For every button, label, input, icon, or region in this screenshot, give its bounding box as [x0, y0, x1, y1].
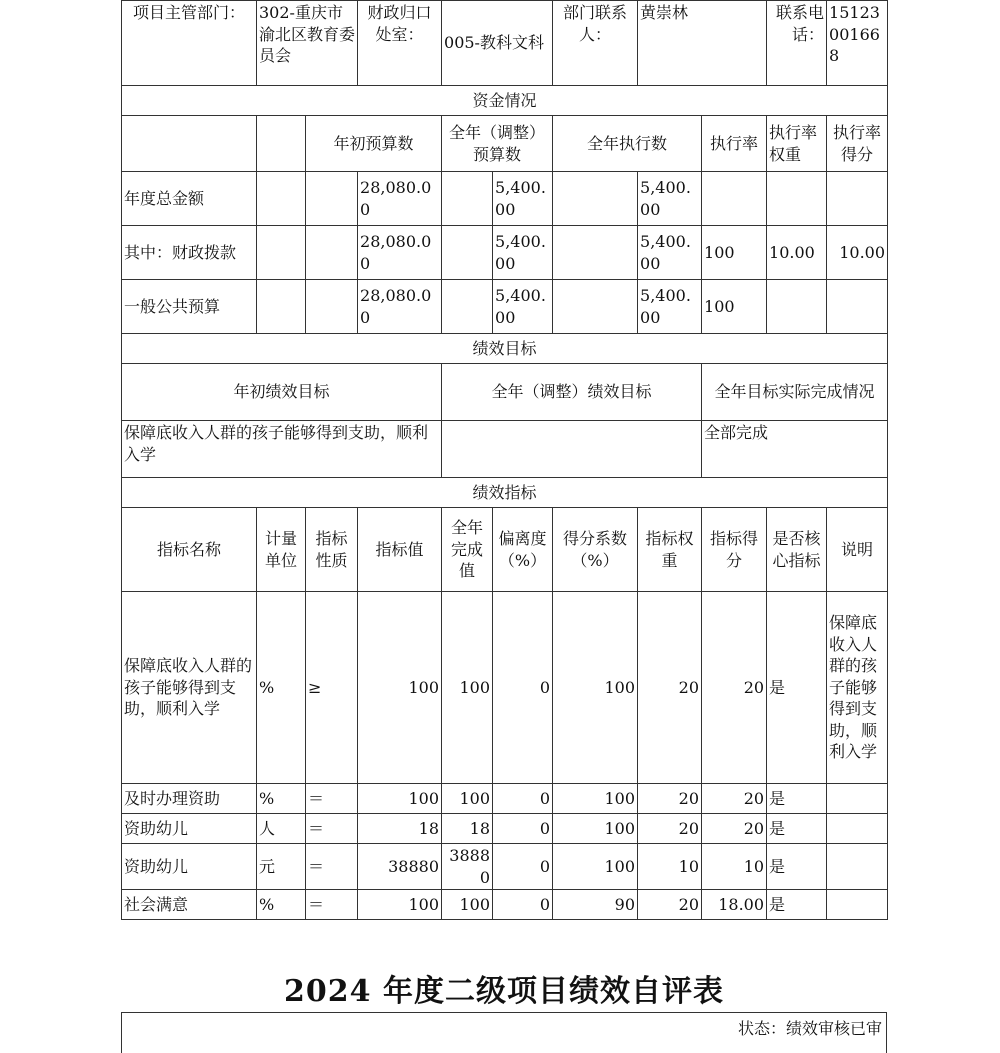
- col-coef: 得分系数（%）: [553, 508, 638, 592]
- indicator-core: 是: [767, 784, 827, 814]
- indicator-coef: 100: [553, 592, 638, 784]
- next-table-frame: [121, 1012, 887, 1053]
- col-note: 说明: [827, 508, 888, 592]
- indicator-weight: 20: [638, 592, 702, 784]
- goals-section-title: 绩效目标: [122, 334, 888, 364]
- table-row: [122, 844, 888, 890]
- empty-cell: [257, 172, 306, 226]
- col-completed: 全年完成值: [442, 508, 493, 592]
- indicator-core: 是: [767, 844, 827, 890]
- indicator-weight: 20: [638, 784, 702, 814]
- indicator-nature: ＝: [306, 844, 358, 890]
- indicator-weight: 10: [638, 844, 702, 890]
- indicator-target: 100: [358, 592, 442, 784]
- indicator-unit: %: [257, 784, 306, 814]
- score-value: [827, 172, 888, 226]
- indicator-completed: 38880: [442, 844, 493, 890]
- indicator-unit: 元: [257, 844, 306, 890]
- empty-cell: [306, 172, 358, 226]
- col-score: 执行率得分: [827, 116, 888, 172]
- exec-rate-value: [702, 172, 767, 226]
- indicator-core: 是: [767, 814, 827, 844]
- indicator-nature: ＝: [306, 784, 358, 814]
- indicator-target: 38880: [358, 844, 442, 890]
- indicator-coef: 90: [553, 890, 638, 920]
- score-value: 10.00: [827, 226, 888, 280]
- contact-value: 黄崇林: [638, 1, 767, 86]
- col-indicator-name: 指标名称: [122, 508, 257, 592]
- col-deviation: 偏离度（%）: [493, 508, 553, 592]
- indicator-name: 保障底收入人群的孩子能够得到支助，顺利入学: [122, 592, 257, 784]
- funds-row-label: 年度总金额: [122, 172, 257, 226]
- next-table-title: 2024 年度二级项目绩效自评表: [284, 974, 724, 1009]
- executed-value: 5,400.00: [638, 226, 702, 280]
- indicator-completed: 18: [442, 814, 493, 844]
- initial-budget-value: 28,080.00: [358, 172, 442, 226]
- indicator-unit: 人: [257, 814, 306, 844]
- indicators-section-title: 绩效指标: [122, 478, 888, 508]
- empty-cell: [257, 280, 306, 334]
- col-adjusted-budget: 全年（调整）预算数: [442, 116, 553, 172]
- indicator-deviation: 0: [493, 844, 553, 890]
- exec-rate-value: 100: [702, 280, 767, 334]
- indicator-deviation: 0: [493, 890, 553, 920]
- indicator-target: 100: [358, 890, 442, 920]
- indicator-completed: 100: [442, 890, 493, 920]
- indicator-score: 20: [702, 784, 767, 814]
- indicator-score: 20: [702, 592, 767, 784]
- funds-header-blank: [257, 116, 306, 172]
- col-weight: 指标权重: [638, 508, 702, 592]
- indicator-note: [827, 890, 888, 920]
- indicator-score: 18.00: [702, 890, 767, 920]
- indicator-target: 18: [358, 814, 442, 844]
- indicator-completed: 100: [442, 784, 493, 814]
- col-initial-budget: 年初预算数: [306, 116, 442, 172]
- col-initial-goal: 年初绩效目标: [122, 364, 442, 421]
- executed-value: 5,400.00: [638, 280, 702, 334]
- empty-cell: [553, 172, 638, 226]
- indicator-deviation: 0: [493, 784, 553, 814]
- indicator-weight: 20: [638, 814, 702, 844]
- indicator-completed: 100: [442, 592, 493, 784]
- col-executed: 全年执行数: [553, 116, 702, 172]
- funds-header-row: [122, 116, 888, 172]
- col-target: 指标值: [358, 508, 442, 592]
- indicator-unit: %: [257, 592, 306, 784]
- indicator-name: 及时办理资助: [122, 784, 257, 814]
- col-unit: 计量单位: [257, 508, 306, 592]
- col-nature: 指标性质: [306, 508, 358, 592]
- indicator-unit: %: [257, 890, 306, 920]
- indicator-weight: 20: [638, 890, 702, 920]
- table-row: [122, 890, 888, 920]
- indicator-note: 保障底收入人群的孩子能够得到支助，顺利入学: [827, 592, 888, 784]
- funds-row-total: [122, 172, 888, 226]
- phone-value: 15123001668: [827, 1, 888, 86]
- self-evaluation-table: [121, 0, 888, 920]
- indicator-coef: 100: [553, 814, 638, 844]
- adjusted-budget-value: 5,400.00: [493, 226, 553, 280]
- phone-label: 联系电话：: [767, 1, 827, 86]
- empty-cell: [306, 280, 358, 334]
- col-exec-rate: 执行率: [702, 116, 767, 172]
- review-status: 状态：绩效审核已审: [737, 1019, 882, 1038]
- table-row: [122, 784, 888, 814]
- indicator-nature: ≥: [306, 592, 358, 784]
- indicators-header-row: [122, 508, 888, 592]
- weight-value: [767, 172, 827, 226]
- empty-cell: [553, 280, 638, 334]
- empty-cell: [257, 226, 306, 280]
- empty-cell: [553, 226, 638, 280]
- adjusted-goal-text: [442, 421, 702, 478]
- indicator-note: [827, 844, 888, 890]
- initial-goal-text: 保障底收入人群的孩子能够得到支助，顺利入学: [122, 421, 442, 478]
- actual-completion-text: 全部完成: [702, 421, 888, 478]
- contact-label: 部门联系人：: [553, 1, 638, 86]
- empty-cell: [306, 226, 358, 280]
- indicator-coef: 100: [553, 844, 638, 890]
- finance-label: 财政归口处室：: [358, 1, 442, 86]
- weight-value: 10.00: [767, 226, 827, 280]
- col-score: 指标得分: [702, 508, 767, 592]
- indicator-core: 是: [767, 890, 827, 920]
- indicator-core: 是: [767, 592, 827, 784]
- initial-budget-value: 28,080.00: [358, 280, 442, 334]
- empty-cell: [442, 172, 493, 226]
- indicator-score: 10: [702, 844, 767, 890]
- dept-value: 302-重庆市渝北区教育委员会: [257, 1, 358, 86]
- indicator-name: 资助幼儿: [122, 814, 257, 844]
- funds-row-fiscal: [122, 226, 888, 280]
- col-core: 是否核心指标: [767, 508, 827, 592]
- adjusted-budget-value: 5,400.00: [493, 280, 553, 334]
- table-row: [122, 592, 888, 784]
- goals-header-row: [122, 364, 888, 421]
- adjusted-budget-value: 5,400.00: [493, 172, 553, 226]
- executed-value: 5,400.00: [638, 172, 702, 226]
- indicator-nature: ＝: [306, 814, 358, 844]
- funds-row-label: 其中：财政拨款: [122, 226, 257, 280]
- funds-header-blank: [122, 116, 257, 172]
- col-weight: 执行率权重: [767, 116, 827, 172]
- empty-cell: [442, 280, 493, 334]
- exec-rate-value: 100: [702, 226, 767, 280]
- indicator-score: 20: [702, 814, 767, 844]
- indicator-note: [827, 784, 888, 814]
- col-adjusted-goal: 全年（调整）绩效目标: [442, 364, 702, 421]
- col-actual-completion: 全年目标实际完成情况: [702, 364, 888, 421]
- indicator-target: 100: [358, 784, 442, 814]
- funds-row-general: [122, 280, 888, 334]
- initial-budget-value: 28,080.00: [358, 226, 442, 280]
- funds-row-label: 一般公共预算: [122, 280, 257, 334]
- score-value: [827, 280, 888, 334]
- indicator-coef: 100: [553, 784, 638, 814]
- dept-label: 项目主管部门：: [122, 1, 257, 86]
- indicator-deviation: 0: [493, 814, 553, 844]
- empty-cell: [442, 226, 493, 280]
- finance-value: 005-教科文科: [442, 1, 553, 86]
- header-row: [122, 1, 888, 86]
- funds-section-title: 资金情况: [122, 86, 888, 116]
- goals-row: [122, 421, 888, 478]
- indicator-name: 社会满意: [122, 890, 257, 920]
- indicator-nature: ＝: [306, 890, 358, 920]
- indicator-note: [827, 814, 888, 844]
- table-row: [122, 814, 888, 844]
- indicator-deviation: 0: [493, 592, 553, 784]
- weight-value: [767, 280, 827, 334]
- indicator-name: 资助幼儿: [122, 844, 257, 890]
